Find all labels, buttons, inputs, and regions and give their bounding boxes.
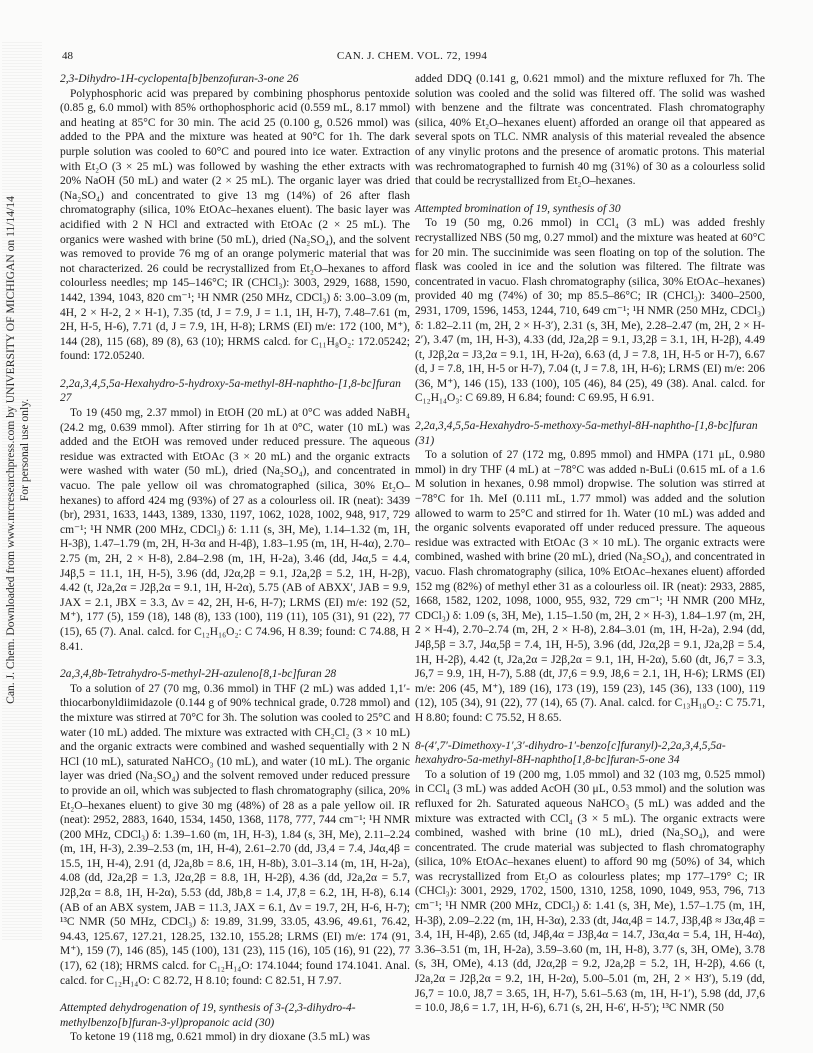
running-title: CAN. J. CHEM. VOL. 72, 1994 bbox=[336, 50, 488, 62]
section-body-34: To a solution of 19 (200 mg, 1.05 mmol) and 32 (103 mg, 0.525 mmol) in CCl₄ (3 mL) was added AcOH (30 μL, 0.53 mmol) and the solution was refluxed for 2h. Saturated aqueous NaHCO₃ (5 mL) was added and the mixture was extracted with CCl₄ (3 × 5 mL). The organic extracts were combined, washed with brine (10 mL), dried (Na₂SO₄), and were concentrated. The crude material was subjected to flash chromatography (silica, 10% EtOAc–hexanes eluent) to afford 90 mg (50%) of 34, which was recrystallized from Et₂O as colourless plates; mp 177–179° C; IR (CHCl₃): 3001, 2929, 1702, 1500, 1310, 1258, 1090, 1049, 953, 796, 713 cm⁻¹; ¹H NMR (200 MHz, CDCl₃) δ: 1.41 (s, 3H, Me), 1.57–1.75 (m, 1H, H-3β), 2.09–2.22 (m, 1H, H-3α), 2.33 (dt, J4α,4β = 14.7, J3β,4β ≈ J3α,4β = 3.4, 1H, H-4β), 2.65 (td, J4β,4α = J3β,4α = 14.7, J3α,4α = 5.4, 1H, H-4α), 3.36–3.51 (m, 1H, H-2a), 3.59–3.60 (m, 1H, H-8), 3.77 (s, 3H, OMe), 3.78 (s, 3H, OMe), 4.13 (dd, J2α,2β = 9.2, J2a,2β = 5.2, 1H, H-2β), 4.66 (t, J2a,2α = J2β,2α = 9.2, 1H, H-2α), 5.00–5.01 (m, 2H, 2 × H3′), 5.19 (dd, J6,7 = 10.0, J8,7 = 3.65, 1H, H-7), 5.61–5.63 (m, 1H, H-1′), 5.98 (dd, J7,6 = 10.0, J8,6 = 1.7, 1H, H-6), 6.71 (s, 2H, H-6′, H-5′); ¹³C NMR (50 bbox=[415, 768, 765, 1015]
section-body-26: Polyphosphoric acid was prepared by combining phosphorus pentoxide (0.85 g, 6.0 mmol) with 85% orthophosphoric acid (0.559 mL, 8.17 mmol) and heating at 85°C for 30 min. The acid 25 (0.100 g, 0.526 mmol) was added to the PPA and the mixture was heated at 90°C for 1h. The dark purple solution was cooled to 60°C and poured into ice water. Extraction with Et₂O (3 × 25 mL) was followed by washing the ether extracts with 20% NaOH (50 mL) and water (2 × 25 mL). The organic layer was dried (Na₂SO₄) and concentrated to give 13 mg (14%) of 26 after flash chromatography (silica, 10% EtOAc–hexanes eluent). The basic layer was acidified with 2 N HCl and extracted with EtOAc (2 × 25 mL). The organics were washed with brine (50 mL), dried (Na₂SO₄), and the solvent was removed to provide 76 mg of an orange polymeric material that was not characterized. 26 could be recrystallized from Et₂O–hexanes to afford colourless needles; mp 145–146°C; IR (CHCl₃): 3003, 2929, 1688, 1590, 1442, 1394, 1043, 820 cm⁻¹; ¹H NMR (250 MHz, CDCl₃) δ: 3.00–3.09 (m, 4H, 2 × H-2, 2 × H-1), 7.35 (td, J = 7.9, J = 1.1, 1H, H-7), 7.48–7.61 (m, 2H, H-5, H-6), 7.71 (d, J = 7.9, 1H, H-8); LRMS (EI) m/e: 172 (100, M⁺), 144 (28), 115 (68), 89 (8), 63 (10); HRMS calcd. for C₁₁H₈O₂: 172.05242; found: 172.05240. bbox=[60, 87, 410, 363]
page-number: 48 bbox=[62, 50, 73, 62]
section-title-31: 2,2a,3,4,5,5a-Hexahydro-5-methoxy-5a-methyl-8H-naphtho-[1,8-bc]furan (31) bbox=[415, 420, 758, 447]
section-body-31: To a solution of 27 (172 mg, 0.895 mmol) and HMPA (171 μL, 0.980 mmol) in dry THF (4 mL) at −78°C was added n-BuLi (0.615 mL of a 1.6 M solution in hexanes, 0.98 mmol) dropwise. The solution was stirred at −78°C for 1h. MeI (0.111 mL, 1.77 mmol) was added and the solution allowed to warm to 25°C and stirred for 1h. Water (10 mL) was added and the organic solvents evaporated off under reduced pressure. The aqueous residue was extracted with EtOAc (3 × 10 mL). The organic extracts were combined, washed with brine (20 mL), dried (Na₂SO₄), and concentrated in vacuo. Flash chromatography (silica, 10% EtOAc–hexanes eluent) afforded 152 mg (82%) of methyl ether 31 as a colourless oil. IR (neat): 2933, 2885, 1668, 1582, 1202, 1098, 1000, 955, 932, 729 cm⁻¹; ¹H NMR (200 MHz, CDCl₃) δ: 1.09 (s, 3H, Me), 1.15–1.50 (m, 2H, 2 × H-3), 1.84–1.97 (m, 2H, 2 × H-4), 2.70–2.74 (m, 2H, 2 × H-8), 2.84–3.01 (m, 1H, H-2a), 2.94 (dd, J4β,5β = 3.7, J4α,5β = 7.4, 1H, H-5), 3.96 (dd, J2α,2β = 9.1, J2a,2β = 5.4, 1H, H-2β), 4.42 (t, J2a,2α = J2β,2α = 9.1, 1H, H-2α), 5.60 (dt, J6,7 = 3.3, J6,7 = 9.9, 1H, H-7), 5.88 (dt, J7,6 = 9.9, J8,6 = 2.1, 1H, H-6); LRMS (EI) m/e: 206 (45, M⁺), 189 (16), 173 (19), 159 (23), 145 (36), 133 (100), 119 (12), 105 (34), 91 (22), 77 (14), 65 (7). Anal. calcd. for C₁₃H₁₈O₂: C 75.71, H 8.80; found: C 75.52, H 8.65. bbox=[415, 449, 765, 724]
watermark-line-1: Can. J. Chem. Downloaded from www.nrcresearchpress.com by UNIVERSITY OF MICHIGAN on 11/14/14 bbox=[4, 196, 17, 704]
download-watermark bbox=[4, 170, 34, 730]
section-body-27: To 19 (450 mg, 2.37 mmol) in EtOH (20 mL) at 0°C was added NaBH₄ (24.2 mg, 0.639 mmol). After stirring for 1h at 0°C, water (10 mL) was added and the EtOH was removed under reduced pressure. The aqueous residue was extracted with EtOAc (3 × 20 mL) and the organic extracts were washed with water (50 mL), dried (Na₂SO₄), and concentrated in vacuo. The pale yellow oil was chromatographed (silica, 30% Et₂O–hexanes) to afford 424 mg (93%) of 27 as a colourless oil. IR (neat): 3439 (br), 2931, 1633, 1443, 1389, 1330, 1197, 1062, 1028, 1002, 948, 917, 729 cm⁻¹; ¹H NMR (200 MHz, CDCl₃) δ: 1.11 (s, 3H, Me), 1.14–1.32 (m, 1H, H-3β), 1.47–1.79 (m, 2H, H-3α and H-4β), 1.83–1.95 (m, 1H, H-4α), 2.70–2.75 (m, 2H, 2 × H-8), 2.84–2.98 (m, 1H, H-2a), 3.46 (dd, J4α,5 = 4.4, J4β,5 = 11.1, 1H, H-5), 3.96 (dd, J2α,2β = 9.1, J2a,2β = 5.2, 1H, H-2β), 4.42 (t, J2a,2α = J2β,2α = 9.1, 1H, H-2α), 5.75 (AB of ABXX′, JAB = 9.9, JAX = 2.1, JBX = 3.3, Δν = 42, 2H, H-6, H-7); LRMS (EI) m/e: 192 (52, M⁺), 177 (5), 159 (18), 148 (8), 133 (100), 119 (11), 105 (31), 91 (22), 77 (15), 65 (7). Anal. calcd. for C₁₂H₁₆O₂: C 74.96, H 8.39; found: C 74.88, H 8.41. bbox=[60, 407, 410, 653]
continued-body: added DDQ (0.141 g, 0.621 mmol) and the mixture refluxed for 7h. The solution was cooled and the solid was filtered off. The solid was washed with benzene and the filtrate was concentrated. Flash chromatography (silica, 40% Et₂O–hexanes eluent) afforded an orange oil that appeared as several spots on TLC. NMR analysis of this material revealed the absence of any vinylic protons and the presence of aromatic protons. This material was rechromatographed to furnish 40 mg (31%) of 30 as a colourless solid that could be recrystallized from Et₂O–hexanes. bbox=[415, 73, 765, 188]
watermark-line-2: For personal use only. bbox=[18, 398, 31, 502]
section-title-28: 2a,3,4,8b-Tetrahydro-5-methyl-2H-azuleno[8,1-bc]furan 28 bbox=[60, 668, 337, 681]
section-body-bromination: To 19 (50 mg, 0.26 mmol) in CCl₄ (3 mL) was added freshly recrystallized NBS (50 mg, 0.27 mmol) and the mixture was heated at 60°C for 20 min. The succinimide was seen floating on top of the solution. The flask was cooled in ice and the solution was filtered. The filtrate was concentrated in vacuo. Flash chromatography (silica, 30% EtOAc–hexanes) provided 40 mg (74%) of 30; mp 85.5–86°C; IR (CHCl₃): 3400–2500, 2931, 1709, 1596, 1453, 1244, 710, 649 cm⁻¹; ¹H NMR (250 MHz, CDCl₃) δ: 1.82–2.11 (m, 2H, 2 × H-3′), 2.31 (s, 3H, Me), 2.28–2.47 (m, 2H, 2 × H-2′), 3.47 (m, 1H, H-3), 4.33 (dd, J2a,2β = 9.1, J3,2β = 3.1, 1H, H-2β), 4.49 (t, J2β,2α = J3,2α = 9.1, 1H, H-2α), 6.63 (d, J = 7.8, 1H, H-5 or H-7), 6.67 (d, J = 7.8, 1H, H-5 or H-7), 7.04 (t, J = 7.8, 1H, H-6); LRMS (EI) m/e: 206 (36, M⁺), 146 (15), 133 (100), 105 (46), 84 (25), 49 (38). Anal. calcd. for C₁₂H₁₄O₃: C 69.89, H 6.84; found: C 69.95, H 6.91. bbox=[415, 217, 765, 405]
page-header bbox=[62, 50, 762, 64]
section-body-28: To a solution of 27 (70 mg, 0.36 mmol) in THF (2 mL) was added 1,1′-thiocarbonyldiimidazole (0.144 g of 90% technical grade, 0.728 mmol) and the mixture was stirred at 70°C for 3h. The solution was cooled to 25°C and water (10 mL) added. The mixture was extracted with CH₂Cl₂ (3 × 10 mL) and the organic extracts were combined and washed sequentially with 2 N HCl (10 mL), saturated NaHCO₃ (10 mL), and water (10 mL). The organic layer was dried (Na₂SO₄) and the solvent removed under reduced pressure to provide an oil, which was subjected to flash chromatography (silica, 20% Et₂O–hexanes eluent) to give 30 mg (48%) of 28 as a pale yellow oil. IR (neat): 2952, 2883, 1640, 1534, 1450, 1368, 1178, 777, 744 cm⁻¹; ¹H NMR (200 MHz, CDCl₃) δ: 1.39–1.60 (m, 1H, H-3), 1.84 (s, 3H, Me), 2.11–2.24 (m, 1H, H-3), 2.39–2.53 (m, 1H, H-4), 2.61–2.70 (dd, J3,4 = 7.4, J4α,4β = 15.5, 1H, H-4), 2.91 (d, J2a,8b = 8.6, 1H, H-8b), 3.01–3.14 (m, 1H, H-2a), 4.08 (dd, J2a,2β = 1.3, J2α,2β = 8.8, 1H, H-2β), 4.36 (dd, J2a,2α = 5.7, J2β,2α = 8.8, 1H, H-2α), 5.53 (dd, J8b,8 = 1.4, J7,8 = 6.2, 1H, H-8), 6.14 (AB of an ABX system, JAB = 11.3, JAX = 6.1, Δν = 19.7, 2H, H-6, H-7); ¹³C NMR (50 MHz, CDCl₃) δ: 19.89, 31.99, 33.05, 43.96, 49.61, 76.42, 94.43, 125.67, 127.21, 128.25, 132.10, 155.28; LRMS (EI) m/e: 174 (91, M⁺), 159 (7), 146 (85), 145 (100), 131 (23), 115 (16), 105 (16), 91 (22), 77 (17), 62 (18); HRMS calcd. for C₁₂H₁₄O: 174.1044; found 174.1041. Anal. calcd. for C₁₂H₁₄O: C 82.72, H 8.10; found: C 82.51, H 7.97. bbox=[60, 682, 410, 987]
section-title-26: 2,3-Dihydro-1H-cyclopenta[b]benzofuran-3-one 26 bbox=[60, 73, 299, 85]
right-column bbox=[415, 72, 765, 1016]
section-title-34: 8-(4′,7′-Dimethoxy-1′,3′-dihydro-1′-benzo[c]furanyl)-2,2a,3,4,5,5a-hexahydro-5a-methyl-8H-naphtho[1,8-bc]furan-5-one 34 bbox=[415, 739, 726, 767]
section-body-30-dehydrogenation: To ketone 19 (118 mg, 0.621 mmol) in dry dioxane (3.5 mL) was bbox=[70, 1031, 370, 1044]
section-title-30-dehydrogenation: Attempted dehydrogenation of 19, synthesis of 3-(2,3-dihydro-4-methylbenzo[b]furan-3-yl)propanoic acid (30) bbox=[60, 1002, 356, 1029]
left-column bbox=[60, 72, 410, 1045]
section-title-bromination: Attempted bromination of 19, synthesis of 30 bbox=[415, 202, 621, 215]
section-title-27: 2,2a,3,4,5,5a-Hexahydro-5-hydroxy-5a-methyl-8H-naphtho-[1,8-bc]furan 27 bbox=[60, 377, 401, 405]
